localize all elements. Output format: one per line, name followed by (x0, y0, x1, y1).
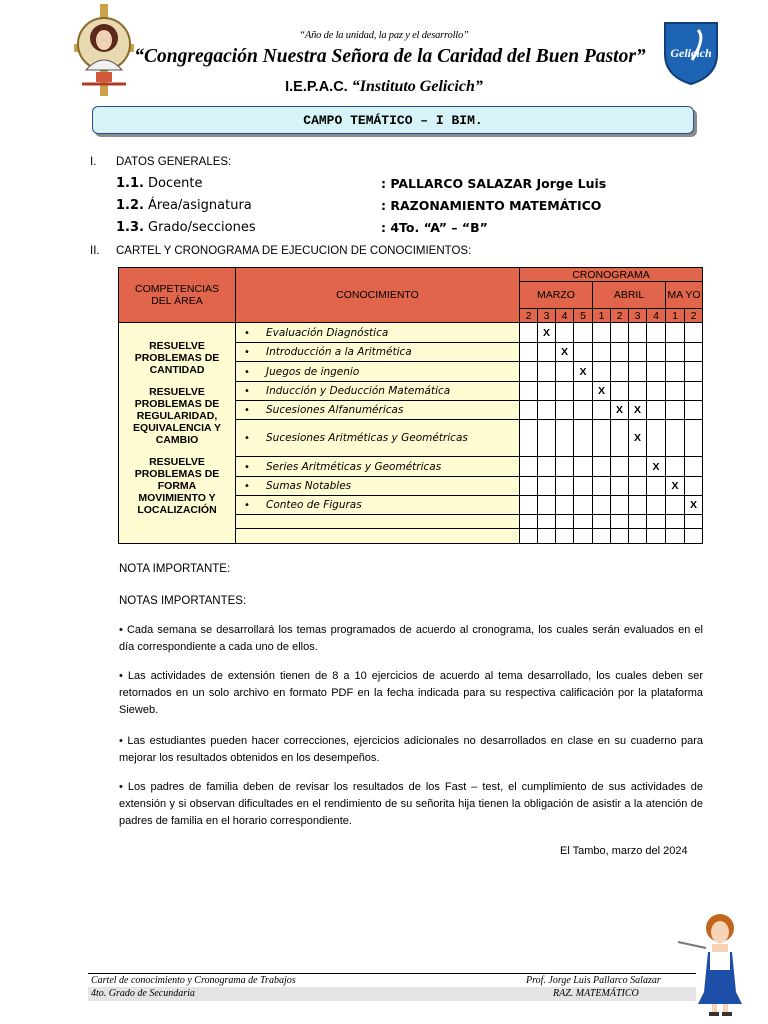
congregation-title: “Congregación Nuestra Señora de la Caridad del Buen Pastor” (134, 46, 646, 67)
week-cell: 2 (685, 309, 703, 323)
schedule-cell (647, 515, 666, 529)
schedule-cell (685, 362, 703, 382)
week-cell: 4 (556, 309, 574, 323)
topic-cell (236, 343, 520, 362)
schedule-cell (556, 420, 574, 457)
schedule-cell (593, 477, 611, 496)
schedule-table (118, 267, 703, 544)
schedule-cell (647, 343, 666, 362)
schedule-cell (685, 457, 703, 477)
schedule-cell (666, 382, 685, 401)
topic-cell (236, 362, 520, 382)
schedule-cell (574, 343, 593, 362)
schedule-cell (666, 323, 685, 343)
schedule-cell (685, 529, 703, 544)
shield-text: Gelicich (670, 46, 712, 60)
schedule-cell (611, 477, 629, 496)
schedule-cell (629, 496, 647, 515)
topic-text: Series Aritméticas y Geométricas (266, 460, 442, 473)
schedule-cell (629, 529, 647, 544)
topic-text: Juegos de ingenio (266, 365, 360, 378)
schedule-cell (574, 323, 593, 343)
week-cell: 3 (629, 309, 647, 323)
topic-cell (236, 529, 520, 544)
schedule-cell (685, 401, 703, 420)
schedule-cell (520, 401, 538, 420)
schedule-cell (574, 401, 593, 420)
schedule-cell (666, 515, 685, 529)
schedule-cell (556, 362, 574, 382)
schedule-cell (685, 420, 703, 457)
topic-cell (236, 401, 520, 420)
schedule-cell (520, 362, 538, 382)
schedule-cell: X (556, 343, 574, 362)
schedule-cell (574, 496, 593, 515)
schedule-cell (629, 362, 647, 382)
note-item: • Las estudiantes pueden hacer correcciones, ejercicios adicionales no desarrollados en clase en su cuaderno para mejorar los resultados obtenidos en los desempeños. (119, 735, 703, 764)
schedule-cell (647, 477, 666, 496)
topic-cell (236, 323, 520, 343)
week-cell: 5 (574, 309, 593, 323)
bullet: • (244, 327, 250, 339)
schedule-cell (556, 401, 574, 420)
schedule-cell (556, 382, 574, 401)
institute-name: “Instituto Gelicich” (351, 78, 483, 95)
schedule-cell (520, 382, 538, 401)
schedule-cell (666, 457, 685, 477)
schedule-cell (520, 420, 538, 457)
bullet: • (244, 481, 250, 492)
competencias-cell (119, 323, 236, 544)
bullet: • (244, 366, 250, 378)
schedule-cell (556, 457, 574, 477)
month-marzo: MARZO (520, 282, 593, 309)
topic-cell (236, 382, 520, 401)
schedule-cell (556, 496, 574, 515)
schedule-cell (538, 529, 556, 544)
schedule-cell (685, 343, 703, 362)
section-1-title: DATOS GENERALES: (116, 156, 232, 168)
row-number: 1.2. (116, 198, 144, 213)
topic-cell (236, 420, 520, 457)
schedule-cell (629, 323, 647, 343)
schedule-cell (611, 420, 629, 457)
schedule-cell (647, 401, 666, 420)
competencia-text: RESUELVE PROBLEMAS DE REGULARIDAD, EQUIVALENCIA Y CAMBIO (133, 386, 221, 446)
schedule-cell (593, 343, 611, 362)
topic-text: Sumas Notables (266, 480, 352, 492)
topic-text: Conteo de Figuras (266, 499, 362, 511)
schedule-cell (647, 529, 666, 544)
general-data-row (116, 220, 256, 235)
schedule-cell: X (611, 401, 629, 420)
week-cell: 1 (593, 309, 611, 323)
week-cell: 2 (611, 309, 629, 323)
week-cell: 4 (647, 309, 666, 323)
banner-title: CAMPO TEMÁTICO – I BIM. (303, 113, 483, 128)
year-motto: “Año de la unidad, la paz y el desarrollo” (299, 30, 469, 41)
schedule-cell (685, 323, 703, 343)
schedule-cell (685, 477, 703, 496)
schedule-cell (629, 457, 647, 477)
schedule-cell (574, 420, 593, 457)
schedule-cell (520, 529, 538, 544)
schedule-cell (538, 477, 556, 496)
schedule-cell (647, 420, 666, 457)
topic-text: Sucesiones Alfanuméricas (266, 404, 404, 416)
schedule-cell (611, 457, 629, 477)
teacher-value: : PALLARCO SALAZAR Jorge Luis (381, 176, 607, 191)
schedule-cell (538, 382, 556, 401)
schedule-cell: X (647, 457, 666, 477)
schedule-cell (666, 529, 685, 544)
schedule-cell (593, 457, 611, 477)
section-1-number: I. (90, 156, 97, 168)
schedule-cell (593, 323, 611, 343)
grade-value: : 4To. “A” – “B” (381, 220, 488, 235)
schedule-cell (611, 343, 629, 362)
week-cell: 3 (538, 309, 556, 323)
topic-text: Inducción y Deducción Matemática (266, 385, 451, 397)
schedule-cell (611, 362, 629, 382)
topic-cell (236, 477, 520, 496)
schedule-cell (520, 496, 538, 515)
schedule-cell (574, 515, 593, 529)
table-row (119, 323, 703, 343)
conocimiento-header: CONOCIMIENTO (236, 268, 520, 323)
schedule-cell (611, 382, 629, 401)
row-label: Grado/secciones (148, 220, 256, 235)
schedule-cell (611, 496, 629, 515)
topic-text: Evaluación Diagnóstica (266, 326, 389, 339)
bullet: • (244, 347, 250, 358)
schedule-cell (556, 529, 574, 544)
topic-text: Introducción a la Aritmética (266, 346, 412, 358)
schedule-cell (611, 529, 629, 544)
schedule-cell (520, 343, 538, 362)
date-line: El Tambo, marzo del 2024 (560, 845, 688, 857)
schedule-cell: X (629, 401, 647, 420)
section-2-number: II. (90, 245, 100, 257)
topic-cell (236, 515, 520, 529)
row-label: Área/asignatura (148, 198, 252, 213)
schedule-cell (666, 496, 685, 515)
schedule-cell (593, 401, 611, 420)
nota-importante (119, 561, 703, 578)
footer-left-line2: 4to. Grado de Secundaria (91, 988, 195, 999)
schedule-cell (611, 515, 629, 529)
schedule-cell (593, 496, 611, 515)
schedule-cell (647, 382, 666, 401)
schedule-cell (685, 515, 703, 529)
week-cell: 1 (666, 309, 685, 323)
schedule-cell (520, 515, 538, 529)
schedule-cell (647, 496, 666, 515)
bullet: • (244, 433, 250, 444)
competencia-text: RESUELVE PROBLEMAS DE FORMA MOVIMIENTO Y LOCALIZACIÓN (134, 456, 220, 516)
bullet: • (244, 461, 250, 473)
competencias-header: COMPETENCIAS DEL ÁREA (119, 268, 236, 323)
schedule-cell (593, 362, 611, 382)
schedule-cell (538, 362, 556, 382)
schedule-cell (647, 362, 666, 382)
footer-rule (88, 973, 696, 974)
row-number: 1.1. (116, 176, 144, 191)
schedule-cell (574, 457, 593, 477)
schedule-cell: X (629, 420, 647, 457)
schedule-cell (685, 382, 703, 401)
schedule-cell (556, 477, 574, 496)
institute-title (0, 78, 768, 96)
footer-left-line1: Cartel de conocimiento y Cronograma de Trabajos (91, 975, 296, 986)
note-item: • Las actividades de extensión tienen de 8 a 10 ejercicios de acuerdo al tema desarrollado, los cuales deben ser retornados en un solo archivo en formato PDF en la fecha indicada para su respectiva calificación por la plataforma Sieweb. (119, 670, 703, 716)
footer-right-line2: RAZ. MATEMÁTICO (553, 988, 639, 999)
institute-prefix: I.E.P.A.C. (285, 79, 352, 95)
competencia-text: RESUELVE PROBLEMAS DE CANTIDAD (134, 340, 220, 376)
schedule-cell (574, 382, 593, 401)
schedule-cell: X (538, 323, 556, 343)
month-mayo: MA YO (666, 282, 703, 309)
cronograma-header: CRONOGRAMA (520, 268, 703, 282)
schedule-cell (666, 362, 685, 382)
schedule-cell (520, 323, 538, 343)
subject-value: : RAZONAMIENTO MATEMÁTICO (381, 198, 602, 213)
schedule-cell: X (574, 362, 593, 382)
schedule-cell (629, 343, 647, 362)
topic-text: Sucesiones Aritméticas y Geométricas (266, 432, 468, 444)
schedule-cell (556, 323, 574, 343)
schedule-cell (574, 529, 593, 544)
schedule-cell (520, 457, 538, 477)
notas-title: NOTAS IMPORTANTES: (119, 595, 247, 607)
topic-cell (236, 496, 520, 515)
schedule-cell (538, 420, 556, 457)
schedule-cell (666, 343, 685, 362)
schedule-cell (611, 323, 629, 343)
schedule-cell (538, 457, 556, 477)
general-data-row (116, 198, 252, 213)
schedule-cell (629, 382, 647, 401)
schedule-cell (666, 420, 685, 457)
month-abril: ABRIL (593, 282, 666, 309)
row-number: 1.3. (116, 220, 144, 235)
schedule-cell (556, 515, 574, 529)
schedule-cell (666, 401, 685, 420)
schedule-cell (593, 529, 611, 544)
schedule-cell (647, 323, 666, 343)
schedule-cell (538, 401, 556, 420)
bullet: • (244, 500, 250, 511)
nota-colon: : (226, 563, 231, 575)
section-1-heading (90, 156, 231, 168)
week-cell: 2 (520, 309, 538, 323)
schedule-cell (538, 343, 556, 362)
schedule-cell (538, 515, 556, 529)
schedule-cell: X (593, 382, 611, 401)
thematic-banner (92, 106, 694, 134)
row-label: Docente (148, 176, 203, 191)
schedule-cell (629, 515, 647, 529)
general-data-row (116, 176, 202, 191)
schedule-cell (574, 477, 593, 496)
bullet: • (244, 386, 250, 397)
schedule-cell (629, 477, 647, 496)
section-2-title: CARTEL Y CRONOGRAMA DE EJECUCION DE CONOCIMIENTOS: (116, 245, 472, 257)
footer-right-line1: Prof. Jorge Luis Pallarco Salazar (526, 975, 661, 986)
note-item: • Los padres de familia deben de revisar los resultados de los Fast – test, el cumplimiento de sus actividades de extensión y si observan dificultades en el rendimiento de su señorita hija tienen la obligación de asistir a la atención de padres de familia en el horario correspondiente. (119, 781, 703, 827)
schedule-cell (538, 496, 556, 515)
schedule-cell: X (666, 477, 685, 496)
schedule-cell (520, 477, 538, 496)
schedule-cell (593, 420, 611, 457)
schedule-cell (593, 515, 611, 529)
topic-cell (236, 457, 520, 477)
nota-label: NOTA IMPORTANTE (119, 563, 227, 575)
schedule-cell: X (685, 496, 703, 515)
note-item: • Cada semana se desarrollará los temas programados de acuerdo al cronograma, los cuales serán evaluados en el día correspondiente a cada uno de ellos. (119, 624, 703, 653)
section-2-heading (90, 245, 471, 257)
bullet: • (244, 405, 250, 416)
